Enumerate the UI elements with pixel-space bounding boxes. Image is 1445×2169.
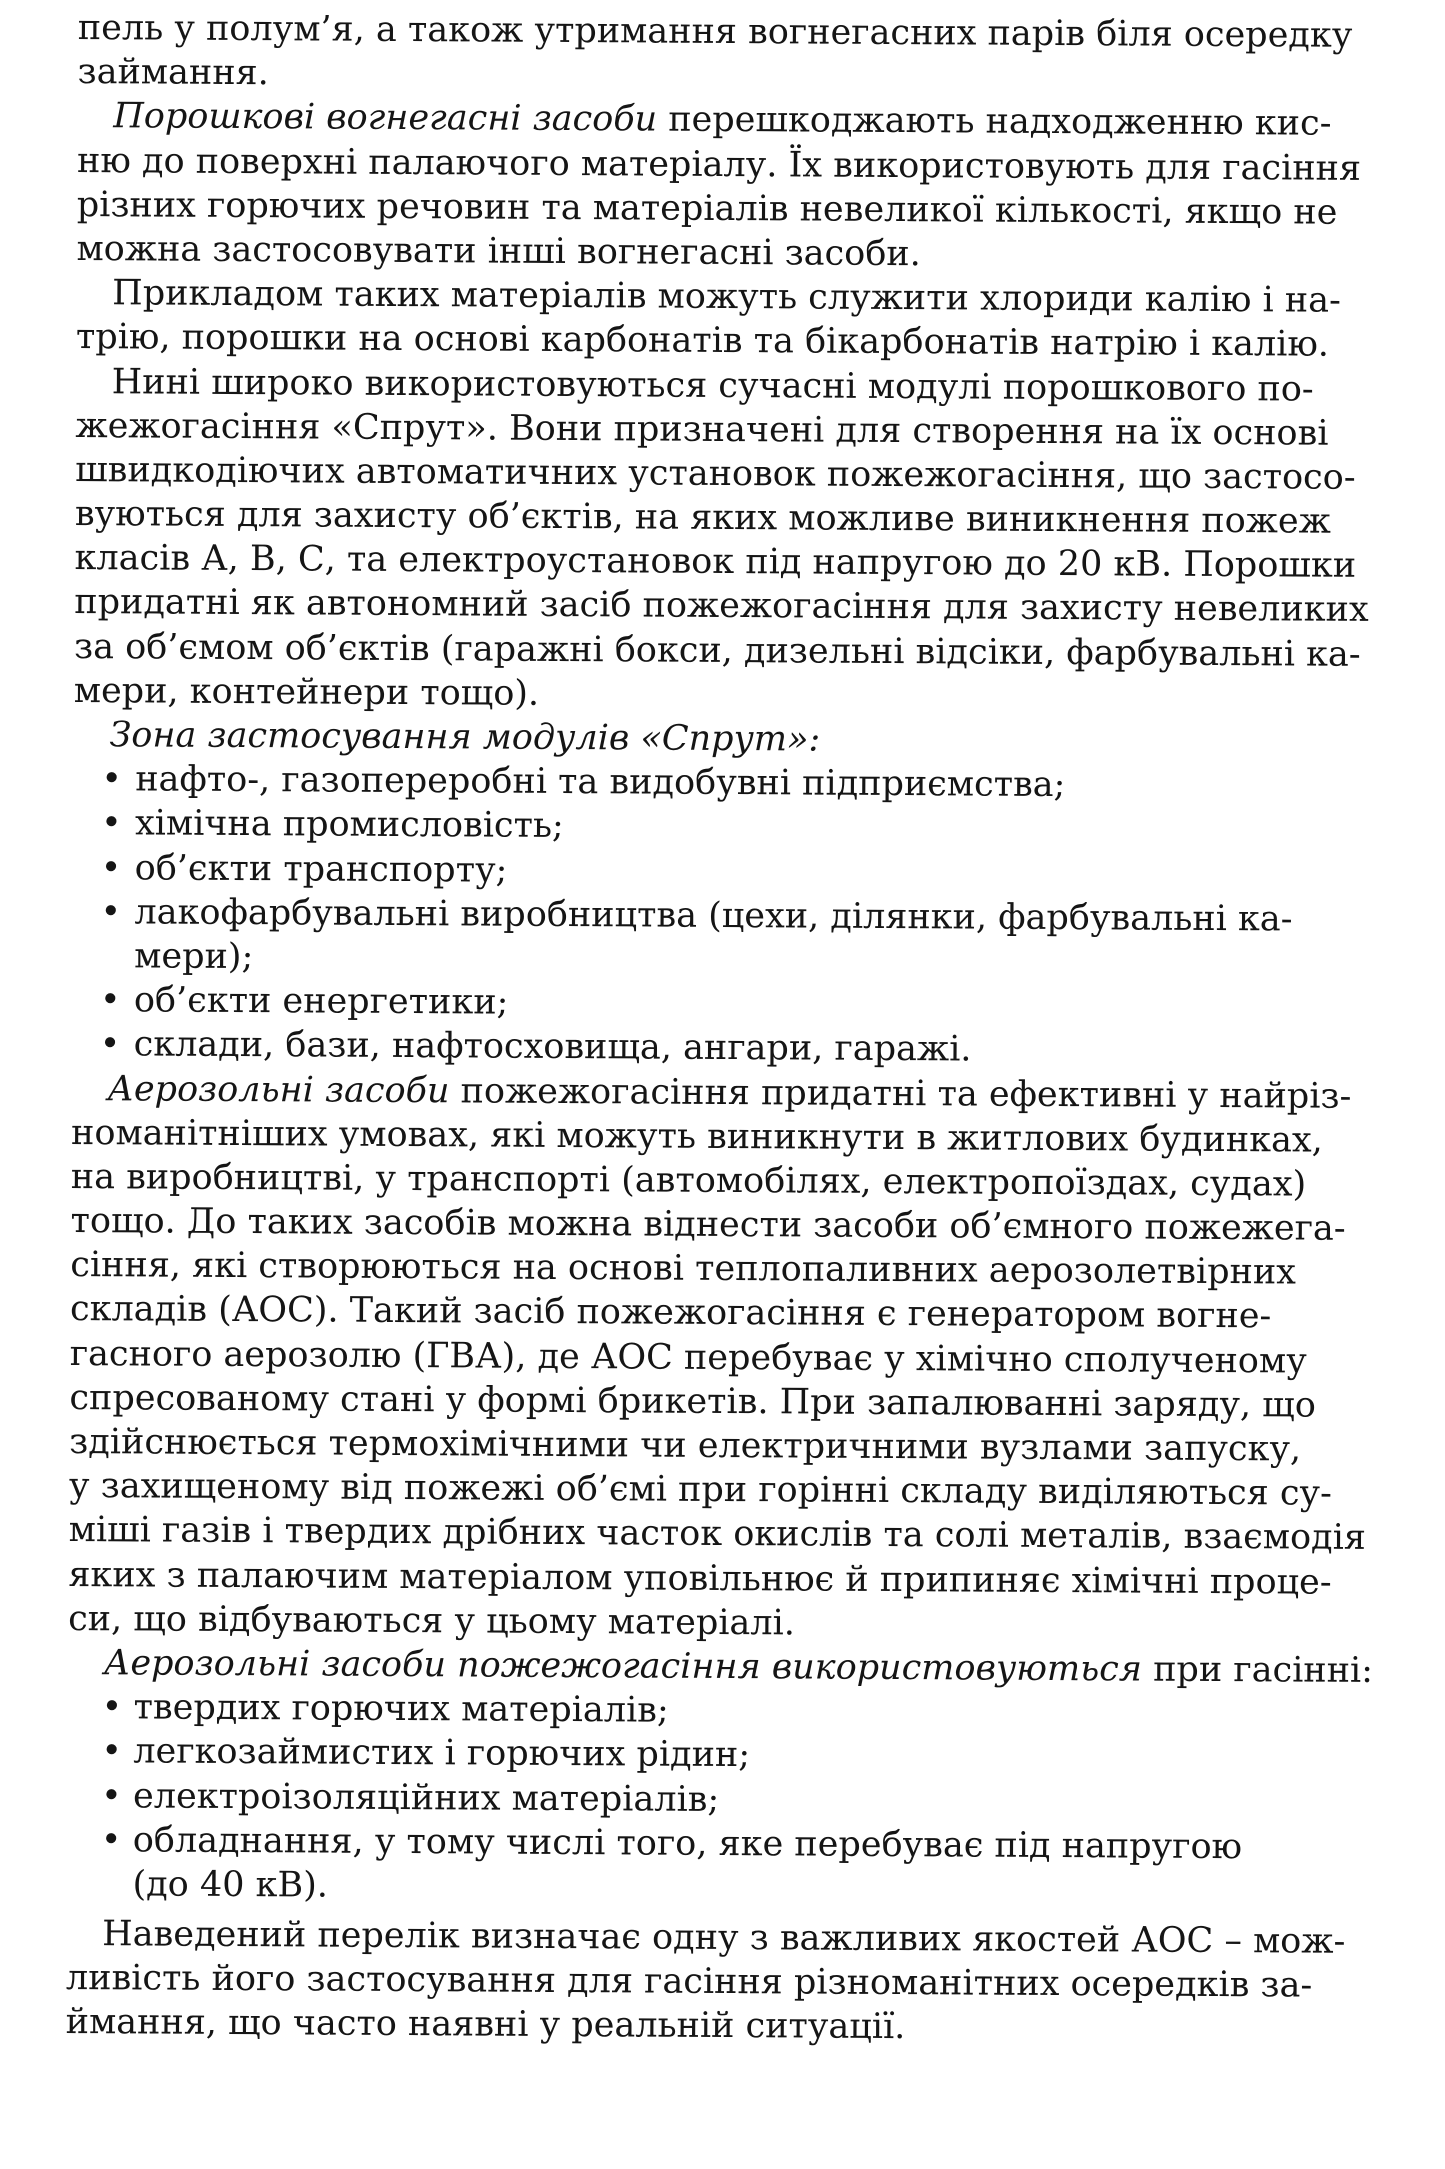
bullet-icon: • <box>100 803 122 844</box>
text-line: різних горючих речовин та матеріалів невеликої кількості, якщо не <box>76 184 1338 233</box>
text-line: си, що відбуваються у цьому матеріалі. <box>68 1598 796 1644</box>
bullet-icon: • <box>100 847 122 888</box>
text-line: класів А, В, С, та електроустановок під напругою до 20 кВ. Порошки <box>74 538 1357 587</box>
bullet-icon: • <box>99 980 121 1021</box>
text-line: ливість його застосування для гасіння різноманітних осередків за- <box>65 1958 1313 2006</box>
text-line: міші газів і твердих дрібних часток окислів та солі металів, взаємодія <box>68 1510 1367 1559</box>
text-line: гасного аерозолю (ГВА), де АОС перебуває у хімічно сполученому <box>69 1333 1307 1382</box>
list-item: • обладнання, у тому числі того, яке перебуває під напругою <box>100 1819 1243 1867</box>
aerosol-list <box>66 1685 1407 1914</box>
text-line: тощо. До таких засобів можна віднести засоби об’ємного пожежега- <box>70 1201 1346 1249</box>
text-line: Наведений перелік визначає одну з важливих якостей АОС – мож- <box>102 1914 1346 1962</box>
paragraph-final <box>66 1912 1407 2053</box>
text-line: перешкоджають надходженню кис- <box>657 99 1332 145</box>
zone-heading: Зона застосування модулів «Спрут»: <box>109 715 821 760</box>
text-line: здійснюється термохімічними чи електричними вузлами запуску, <box>69 1421 1302 1470</box>
text-line: швидкодіючих автоматичних установок пожежогасіння, що застосо- <box>75 449 1356 498</box>
term-powder: Порошкові вогнегасні засоби <box>113 96 658 140</box>
text-line: складів (АОС). Такий засіб пожежогасіння є генератором вогне- <box>69 1289 1272 1337</box>
list-item: • об’єкти транспорту; <box>100 847 508 891</box>
paragraph-aerosol <box>68 1066 1411 1649</box>
text-line: ню до поверхні палаючого матеріалу. Їх використовують для гасіння <box>76 140 1362 189</box>
text-line: у захищеному від пожежі об’ємі при горінні складу виділяються су- <box>68 1466 1333 1514</box>
list-item: • об’єкти енергетики; <box>99 980 509 1023</box>
list-item-continuation: мери); <box>134 936 254 978</box>
text-line: ймання, що часто наявні у реальній ситуації. <box>65 2002 906 2048</box>
text-line: придатні як автономний засіб пожежогасіння для захисту невеликих <box>74 582 1369 631</box>
document-page <box>66 6 1418 2053</box>
text-line: яких з палаючим матеріалом уповільнює й припиняє хімічні проце- <box>68 1554 1332 1603</box>
text-line: за об’ємом об’єктів (гаражні бокси, дизельні відсіки, фарбувальні ка- <box>73 626 1361 675</box>
list-item: • легкозаймистих і горючих рідин; <box>101 1731 751 1776</box>
list-item: • твердих горючих матеріалів; <box>101 1687 669 1731</box>
list-item: • нафто-, газопереробні та видобувні підприємства; <box>101 759 1066 806</box>
text-line: пель у полум’я, а також утримання вогнегасних парів біля осередку <box>77 7 1353 56</box>
list-item: • лакофарбувальні виробництва (цехи, ділянки, фарбувальні ка- <box>100 891 1293 940</box>
text-line: мери, контейнери тощо). <box>73 670 540 714</box>
aerosol-heading: Аерозольні засоби пожежогасіння використовуються <box>103 1643 1143 1690</box>
paragraph-sprut <box>74 359 1416 721</box>
text-line: сіння, які створюються на основі теплопаливних аерозолетвірних <box>70 1245 1297 1293</box>
text-line: трію, порошки на основі карбонатів та бікарбонатів натрію і калію. <box>75 317 1330 365</box>
list-item: • склади, бази, нафтосховища, ангари, гаражі. <box>99 1024 972 1070</box>
bullet-icon: • <box>99 1024 121 1065</box>
list-item: • електроізоляційних матеріалів; <box>100 1775 720 1820</box>
bullet-icon: • <box>101 1731 123 1772</box>
term-aerosol: Аерозольні засоби <box>107 1068 450 1111</box>
list-item-continuation: (до 40 кВ). <box>132 1864 329 1906</box>
bullet-icon: • <box>100 891 122 933</box>
text-line: займання. <box>77 52 269 94</box>
text-line: номанітніших умовах, які можуть виникнути в житлових будинках, <box>70 1112 1323 1161</box>
text-line: на виробництві, у транспорті (автомобілях, електропоїздах, судах) <box>70 1156 1307 1205</box>
text-line: пожежогасіння придатні та ефективні у найріз- <box>449 1070 1352 1117</box>
text-line: спресованому стані у формі брикетів. При запалюванні заряду, що <box>69 1377 1316 1426</box>
text-line: вуються для захисту об’єктів, на яких можливе виникнення пожеж <box>74 494 1331 542</box>
text-line: Прикладом таких матеріалів можуть служити хлориди калію і на- <box>112 273 1342 321</box>
paragraph-powder <box>76 94 1417 279</box>
bullet-icon: • <box>101 759 123 800</box>
bullet-icon: • <box>100 1819 122 1860</box>
bullet-icon: • <box>101 1687 123 1728</box>
paragraph-examples <box>76 271 1417 368</box>
zone-list <box>72 757 1414 1074</box>
list-item: • хімічна промисловість; <box>100 803 564 847</box>
text-line: Нині широко використовуються сучасні модулі порошкового по- <box>111 361 1314 410</box>
text-line: при гасінні: <box>1141 1649 1374 1691</box>
text-line: можна застосовувати інші вогнегасні засоби. <box>76 228 921 275</box>
bullet-icon: • <box>100 1775 122 1816</box>
text-line: жежогасіння «Спрут». Вони призначені для створення на їх основі <box>75 405 1329 454</box>
